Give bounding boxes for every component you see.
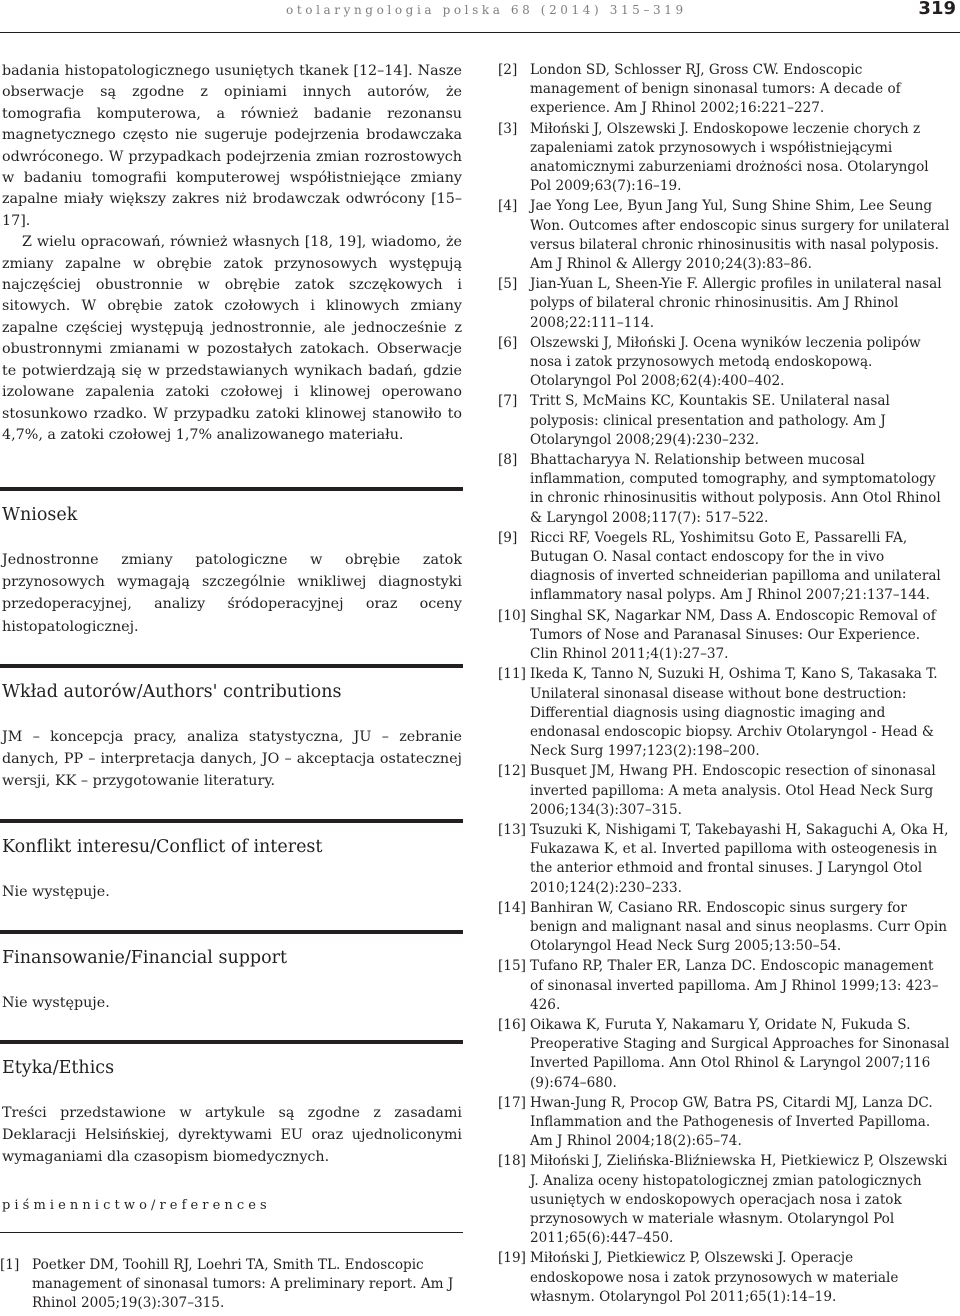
reference-item bbox=[498, 665, 950, 761]
reference-item bbox=[0, 1256, 463, 1314]
section-ethics bbox=[0, 1040, 463, 1169]
section-conclusion bbox=[0, 487, 463, 638]
section-body: JM – koncepcja pracy, analiza statystyczna, JU – zebranie danych, PP – interpretacja danych, JO – akceptacja ostatecznej wersji, KK – przygotowanie literatury. bbox=[2, 729, 462, 790]
reference-item bbox=[498, 197, 950, 274]
references-rule bbox=[0, 1232, 463, 1233]
section-conflict bbox=[0, 819, 463, 903]
reference-text: Ikeda K, Tanno N, Suzuki H, Oshima T, Kano S, Takasaka T. Unilateral sinonasal disease without bone destruction: Differential diagnosis using diagnostic imaging and endonasal endoscopic biopsy. Archiv Otolaryngol - Head & Neck Surg 1997;123(2):198–200. bbox=[530, 666, 938, 760]
reference-text: Banhiran W, Casiano RR. Endoscopic sinus surgery for benign and malignant nasal and sinus neoplasms. Curr Opin Otolaryngol Head Neck Surg 2005;13:50–54. bbox=[530, 899, 947, 955]
reference-number: [3] bbox=[498, 120, 518, 137]
reference-number: [10] bbox=[498, 607, 526, 624]
reference-number: [11] bbox=[498, 666, 526, 683]
reference-text: Busquet JM, Hwang PH. Endoscopic resection of sinonasal inverted papilloma: A meta analysis. Otol Head Neck Surg 2006;134(3):307–315. bbox=[530, 763, 936, 818]
reference-number: [4] bbox=[498, 198, 518, 215]
references-list-left bbox=[0, 1256, 463, 1314]
section-rule bbox=[0, 930, 463, 934]
section-body: Nie występuje. bbox=[2, 884, 110, 900]
reference-text: Poetker DM, Toohill RJ, Loehri TA, Smith TL. Endoscopic management of sinonasal tumors: A preliminary report. Am J Rhinol 2005;19(3):307–315. bbox=[32, 1257, 454, 1312]
reference-number: [9] bbox=[498, 529, 518, 546]
reference-text: Jian-Yuan L, Sheen-Yie F. Allergic profiles in unilateral nasal polyps of bilateral chronic rhinosinusitis. Am J Rhinol 2008;22:111–114. bbox=[530, 276, 942, 331]
reference-item bbox=[498, 957, 950, 1015]
reference-text: Tritt S, McMains KC, Kountakis SE. Unilateral nasal polyposis: clinical presentation and pathology. Am J Otolaryngol 2008;29(4):230–232. bbox=[530, 393, 890, 448]
reference-number: [15] bbox=[498, 958, 526, 975]
reference-text: Miłoński J, Olszewski J. Endoskopowe leczenie chorych z zapaleniami zatok przynosowych i współistniejącymi anatomicznymi zaburzeniami drożności nosa. Otolaryngol Pol 2009;63(7):16–19. bbox=[530, 120, 929, 195]
reference-text: Singhal SK, Nagarkar NM, Dass A. Endoscopic Removal of Tumors of Nose and Paranasal Sinuses: Our Experience. Clin Rhinol 2011;4(1):27–37. bbox=[530, 607, 936, 663]
reference-number: [13] bbox=[498, 821, 526, 838]
header-rule bbox=[0, 32, 960, 33]
reference-item bbox=[498, 334, 950, 392]
reference-item bbox=[498, 120, 950, 197]
reference-item bbox=[498, 1094, 950, 1152]
section-heading: Konflikt interesu/Conflict of interest bbox=[2, 837, 323, 857]
reference-number: [19] bbox=[498, 1250, 526, 1267]
section-rule bbox=[0, 819, 463, 823]
section-heading: Etyka/Ethics bbox=[2, 1058, 115, 1078]
reference-number: [17] bbox=[498, 1094, 526, 1111]
reference-text: Miłoński J, Pietkiewicz P, Olszewski J. Operacje endoskopowe nosa i zatok przynosowych w materiale własnym. Otolaryngol Pol 2011;65(1):14–19. bbox=[530, 1250, 899, 1305]
reference-number: [14] bbox=[498, 899, 526, 916]
section-heading: Wniosek bbox=[2, 505, 78, 525]
reference-text: Bhattacharyya N. Relationship between mucosal inflammation, computed tomography, and symptomatology in chronic rhinosinusitis without polyposis. Ann Otol Rhinol & Laryngol 2008;117(7): 517–522. bbox=[530, 452, 941, 526]
references-heading: piśmiennictwo/references bbox=[2, 1198, 271, 1213]
reference-item bbox=[498, 275, 950, 333]
paragraph: Z wielu opracowań, również własnych [18, 19], wiadomo, że zmiany zapalne w obrębie zatok przynosowych występują najczęściej obustronnie w obrębie zatok szczękowych i sitowych. W obrębie zatok czołowych i klinowych zmiany zapalne częściej występują jednostronnie, ale jednocześnie z obustronnymi zmianami w pozostałych zatokach. Obserwacje te potwierdzają się w przedstawianych wynikach badań, gdzie izolowane zapalenia zatoki czołowej i klinowej operowano stosunkowo rzadko. W przypadku zatoki klinowej stanowiło to 4,7%, a zatoki czołowej 1,7% analizowanego materiału. bbox=[2, 234, 462, 443]
reference-number: [16] bbox=[498, 1016, 526, 1033]
reference-number: [6] bbox=[498, 334, 518, 351]
reference-number: [7] bbox=[498, 393, 518, 410]
reference-number: [1] bbox=[0, 1257, 20, 1273]
reference-item bbox=[498, 451, 950, 528]
reference-text: Hwan-Jung R, Procop GW, Batra PS, Citardi MJ, Lanza DC. Inflammation and the Pathogenesis of Inverted Papilloma. Am J Rhinol 2004;18(2):65–74. bbox=[530, 1094, 933, 1150]
reference-text: London SD, Schlosser RJ, Gross CW. Endoscopic management of benign sinonasal tumors: A decade of experience. Am J Rhinol 2002;16:221–227. bbox=[530, 62, 901, 117]
reference-item bbox=[498, 1249, 950, 1307]
reference-number: [2] bbox=[498, 62, 518, 78]
reference-item bbox=[498, 61, 950, 119]
section-body: Nie występuje. bbox=[2, 995, 110, 1011]
reference-text: Tufano RP, Thaler ER, Lanza DC. Endoscopic management of sinonasal inverted papilloma. Am J Rhinol 1999;13: 423–426. bbox=[530, 958, 939, 1013]
section-contributions bbox=[0, 664, 463, 793]
section-body: Treści przedstawione w artykule są zgodne z zasadami Deklaracji Helsińskiej, dyrektywami EU oraz ujednoliconymi wymaganiami dla czasopism biomedycznych. bbox=[2, 1105, 462, 1166]
running-header bbox=[0, 0, 960, 40]
reference-item bbox=[498, 529, 950, 606]
reference-text: Olszewski J, Miłoński J. Ocena wyników leczenia polipów nosa i zatok przynosowych metodą endoskopową. Otolaryngol Pol 2008;62(4):400–402. bbox=[530, 334, 921, 390]
reference-text: Miłoński J, Zielińska-Bliźniewska H, Pietkiewicz P, Olszewski J. Analiza oceny histopatologicznej zmian patologicznych usuniętych w endoskopowych operacjach nosa i zatok przynosowych w materiale własnym. Otolaryngol Pol 2011;65(6):447–450. bbox=[530, 1153, 948, 1247]
references-list-right bbox=[498, 61, 950, 1308]
reference-item bbox=[498, 607, 950, 665]
reference-number: [5] bbox=[498, 276, 518, 293]
section-heading: Finansowanie/Financial support bbox=[2, 948, 288, 968]
reference-item bbox=[498, 1016, 950, 1093]
reference-item bbox=[498, 1152, 950, 1248]
section-body: Jednostronne zmiany patologiczne w obrębie zatok przynosowych wymagają szczególnie wnikliwej diagnostyki przedoperacyjnej, analizy śródoperacyjnej oraz oceny histopatologicznej. bbox=[2, 552, 462, 635]
reference-text: Tsuzuki K, Nishigami T, Takebayashi H, Sakaguchi A, Oka H, Fukazawa K, et al. Inverted papilloma with osteogenesis in the anterior ethmoid and frontal sinuses. J Laryngol Otol 2010;124(2):230–233. bbox=[530, 821, 949, 896]
reference-number: [18] bbox=[498, 1153, 526, 1170]
reference-item bbox=[498, 821, 950, 898]
paragraph: badania histopatologicznego usuniętych tkanek [12–14]. Nasze obserwacje są zgodne z opiniami innych autorów, że tomografia komputerowa, a również badanie rezonansu magnetycznego często nie sugeruje podejrzenia brodawczaka odwróconego. W przypadkach podejrzenia zmian rozrostowych w badaniu tomografii komputerowej współistniejące zmiany zapalne miały większy zakres niż brodawczak odwrócony [15–17]. bbox=[2, 63, 462, 229]
section-rule bbox=[0, 1040, 463, 1044]
section-heading: Wkład autorów/Authors' contributions bbox=[2, 682, 342, 702]
reference-item bbox=[498, 762, 950, 820]
reference-text: Jae Yong Lee, Byun Jang Yul, Sung Shine Shim, Lee Seung Won. Outcomes after endoscopic sinus surgery for unilateral versus bilateral chronic rhinosinusitis with nasal polyposis. Am J Rhinol & Allergy 2010;24(3):83–86. bbox=[530, 198, 950, 273]
reference-item bbox=[498, 899, 950, 957]
discussion-text bbox=[2, 61, 462, 446]
section-funding bbox=[0, 930, 463, 1014]
section-rule bbox=[0, 664, 463, 668]
section-rule bbox=[0, 487, 463, 491]
journal-title: otolaryngologia polska 68 (2014) 315–319 bbox=[286, 3, 687, 17]
reference-text: Oikawa K, Furuta Y, Nakamaru Y, Oridate N, Fukuda S. Preoperative Staging and Surgical Approaches for Sinonasal Inverted Papilloma. Ann Otol Rhinol & Laryngol 2007;116 (9):674–680. bbox=[530, 1016, 950, 1091]
reference-item bbox=[498, 392, 950, 450]
reference-number: [12] bbox=[498, 763, 526, 780]
reference-number: [8] bbox=[498, 452, 518, 469]
page-number: 319 bbox=[918, 0, 956, 19]
reference-text: Ricci RF, Voegels RL, Yoshimitsu Goto E, Passarelli FA, Butugan O. Nasal contact endoscopy for the in vivo diagnosis of inverted schneiderian papilloma and unilateral inflammatory nasal polyps. Am J Rhinol 2007;21:137–144. bbox=[530, 529, 941, 604]
